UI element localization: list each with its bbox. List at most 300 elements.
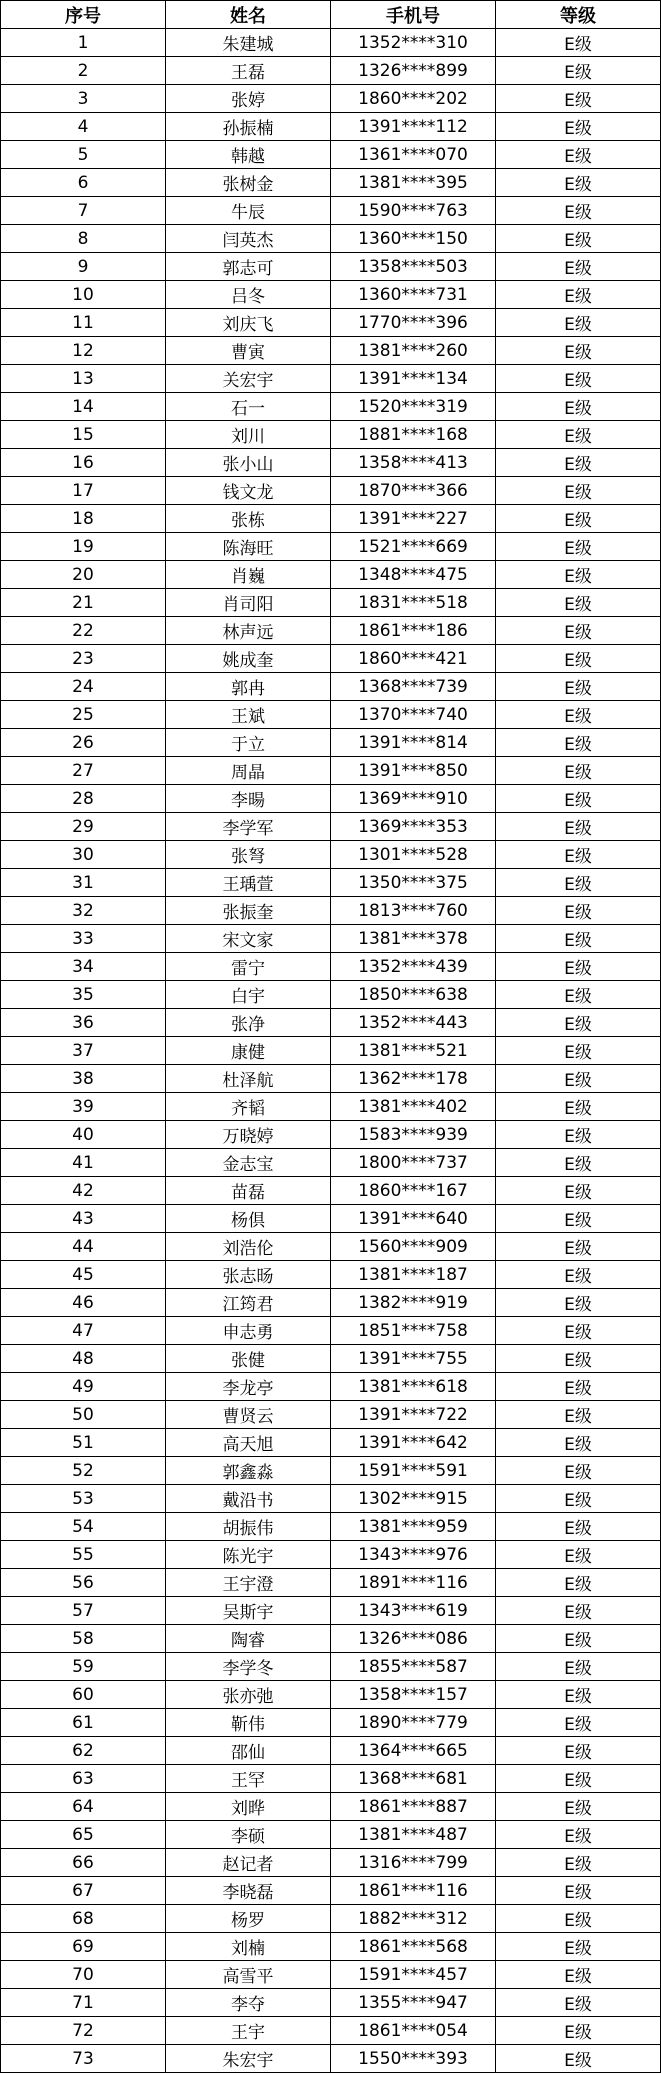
cell-name: 金志宝: [166, 1149, 331, 1177]
cell-name: 张弩: [166, 841, 331, 869]
cell-name: 刘晔: [166, 1793, 331, 1821]
table-row: [1, 1877, 661, 1905]
cell-phone: 1861****887: [331, 1793, 496, 1821]
table-row: [1, 113, 661, 141]
table-row: [1, 1373, 661, 1401]
cell-phone: 1590****763: [331, 197, 496, 225]
cell-level: E级: [496, 141, 661, 169]
cell-level: E级: [496, 1289, 661, 1317]
cell-level: E级: [496, 813, 661, 841]
cell-phone: 1391****814: [331, 729, 496, 757]
cell-phone: 1391****850: [331, 757, 496, 785]
cell-index: 46: [1, 1289, 166, 1317]
cell-phone: 1381****260: [331, 337, 496, 365]
cell-phone: 1326****086: [331, 1625, 496, 1653]
cell-level: E级: [496, 1233, 661, 1261]
cell-index: 40: [1, 1121, 166, 1149]
cell-phone: 1391****755: [331, 1345, 496, 1373]
cell-index: 22: [1, 617, 166, 645]
table-row: [1, 1233, 661, 1261]
cell-name: 王宇: [166, 2017, 331, 2045]
cell-name: 刘浩伦: [166, 1233, 331, 1261]
cell-level: E级: [496, 1541, 661, 1569]
cell-phone: 1381****378: [331, 925, 496, 953]
table-row: [1, 2045, 661, 2073]
cell-name: 曹贤云: [166, 1401, 331, 1429]
cell-index: 25: [1, 701, 166, 729]
cell-phone: 1800****737: [331, 1149, 496, 1177]
cell-name: 李学冬: [166, 1653, 331, 1681]
header-name: 姓名: [166, 1, 331, 29]
cell-phone: 1890****779: [331, 1709, 496, 1737]
cell-level: E级: [496, 1877, 661, 1905]
cell-phone: 1381****487: [331, 1821, 496, 1849]
cell-level: E级: [496, 1149, 661, 1177]
cell-phone: 1391****722: [331, 1401, 496, 1429]
cell-phone: 1381****402: [331, 1093, 496, 1121]
cell-index: 42: [1, 1177, 166, 1205]
cell-phone: 1358****157: [331, 1681, 496, 1709]
cell-level: E级: [496, 925, 661, 953]
cell-level: E级: [496, 29, 661, 57]
cell-phone: 1831****518: [331, 589, 496, 617]
table-row: [1, 1961, 661, 1989]
table-row: [1, 1597, 661, 1625]
cell-phone: 1851****758: [331, 1317, 496, 1345]
cell-index: 43: [1, 1205, 166, 1233]
cell-index: 35: [1, 981, 166, 1009]
cell-index: 47: [1, 1317, 166, 1345]
cell-level: E级: [496, 617, 661, 645]
table-row: [1, 57, 661, 85]
cell-name: 杨罗: [166, 1905, 331, 1933]
cell-level: E级: [496, 1401, 661, 1429]
cell-index: 10: [1, 281, 166, 309]
cell-index: 50: [1, 1401, 166, 1429]
table-row: [1, 1009, 661, 1037]
cell-phone: 1860****167: [331, 1177, 496, 1205]
cell-index: 33: [1, 925, 166, 953]
table-row: [1, 505, 661, 533]
cell-name: 康健: [166, 1037, 331, 1065]
table-row: [1, 309, 661, 337]
cell-index: 34: [1, 953, 166, 981]
table-row: [1, 449, 661, 477]
cell-level: E级: [496, 1653, 661, 1681]
cell-level: E级: [496, 1373, 661, 1401]
cell-index: 7: [1, 197, 166, 225]
cell-phone: 1591****591: [331, 1457, 496, 1485]
cell-level: E级: [496, 1345, 661, 1373]
cell-index: 11: [1, 309, 166, 337]
cell-index: 28: [1, 785, 166, 813]
cell-index: 48: [1, 1345, 166, 1373]
table-row: [1, 1569, 661, 1597]
table-row: [1, 813, 661, 841]
cell-level: E级: [496, 1009, 661, 1037]
cell-name: 高天旭: [166, 1429, 331, 1457]
cell-index: 12: [1, 337, 166, 365]
cell-name: 李硕: [166, 1821, 331, 1849]
cell-name: 韩越: [166, 141, 331, 169]
cell-index: 60: [1, 1681, 166, 1709]
cell-phone: 1861****186: [331, 617, 496, 645]
cell-level: E级: [496, 477, 661, 505]
cell-phone: 1369****910: [331, 785, 496, 813]
cell-phone: 1870****366: [331, 477, 496, 505]
cell-phone: 1355****947: [331, 1989, 496, 2017]
cell-name: 朱宏宇: [166, 2045, 331, 2073]
cell-index: 20: [1, 561, 166, 589]
cell-name: 闫英杰: [166, 225, 331, 253]
cell-level: E级: [496, 85, 661, 113]
table-row: [1, 1149, 661, 1177]
cell-phone: 1861****568: [331, 1933, 496, 1961]
cell-level: E级: [496, 1205, 661, 1233]
table-row: [1, 1989, 661, 2017]
cell-level: E级: [496, 757, 661, 785]
cell-name: 钱文龙: [166, 477, 331, 505]
table-row: [1, 1849, 661, 1877]
cell-index: 70: [1, 1961, 166, 1989]
cell-name: 吕冬: [166, 281, 331, 309]
cell-name: 万晓婷: [166, 1121, 331, 1149]
cell-level: E级: [496, 309, 661, 337]
cell-level: E级: [496, 1989, 661, 2017]
cell-name: 肖司阳: [166, 589, 331, 617]
cell-level: E级: [496, 449, 661, 477]
cell-phone: 1813****760: [331, 897, 496, 925]
cell-name: 陈光宇: [166, 1541, 331, 1569]
cell-index: 4: [1, 113, 166, 141]
header-index: 序号: [1, 1, 166, 29]
table-row: [1, 337, 661, 365]
cell-phone: 1358****503: [331, 253, 496, 281]
table-row: [1, 225, 661, 253]
cell-level: E级: [496, 1933, 661, 1961]
cell-name: 王瑀萱: [166, 869, 331, 897]
cell-phone: 1770****396: [331, 309, 496, 337]
cell-index: 64: [1, 1793, 166, 1821]
cell-level: E级: [496, 1793, 661, 1821]
cell-name: 江筠君: [166, 1289, 331, 1317]
cell-level: E级: [496, 869, 661, 897]
cell-index: 67: [1, 1877, 166, 1905]
table-row: [1, 1345, 661, 1373]
cell-index: 9: [1, 253, 166, 281]
cell-index: 24: [1, 673, 166, 701]
cell-level: E级: [496, 1597, 661, 1625]
cell-index: 19: [1, 533, 166, 561]
cell-phone: 1316****799: [331, 1849, 496, 1877]
cell-level: E级: [496, 1457, 661, 1485]
cell-index: 6: [1, 169, 166, 197]
cell-phone: 1391****134: [331, 365, 496, 393]
table-row: [1, 1513, 661, 1541]
cell-phone: 1343****976: [331, 1541, 496, 1569]
cell-phone: 1391****112: [331, 113, 496, 141]
cell-phone: 1855****587: [331, 1653, 496, 1681]
cell-name: 孙振楠: [166, 113, 331, 141]
table-row: [1, 701, 661, 729]
header-row: [1, 1, 661, 29]
cell-name: 陶睿: [166, 1625, 331, 1653]
cell-phone: 1302****915: [331, 1485, 496, 1513]
cell-index: 3: [1, 85, 166, 113]
cell-name: 齐韬: [166, 1093, 331, 1121]
cell-index: 57: [1, 1597, 166, 1625]
cell-phone: 1882****312: [331, 1905, 496, 1933]
cell-index: 58: [1, 1625, 166, 1653]
cell-name: 张志旸: [166, 1261, 331, 1289]
cell-index: 73: [1, 2045, 166, 2073]
cell-name: 张婷: [166, 85, 331, 113]
cell-index: 56: [1, 1569, 166, 1597]
table-row: [1, 1289, 661, 1317]
cell-level: E级: [496, 365, 661, 393]
table-row: [1, 1457, 661, 1485]
table-row: [1, 1765, 661, 1793]
table-row: [1, 1261, 661, 1289]
table-row: [1, 1485, 661, 1513]
table-row: [1, 757, 661, 785]
cell-level: E级: [496, 1569, 661, 1597]
cell-name: 靳伟: [166, 1709, 331, 1737]
table-row: [1, 1317, 661, 1345]
table-row: [1, 841, 661, 869]
cell-level: E级: [496, 1429, 661, 1457]
cell-index: 63: [1, 1765, 166, 1793]
cell-phone: 1362****178: [331, 1065, 496, 1093]
cell-name: 张亦弛: [166, 1681, 331, 1709]
cell-name: 白宇: [166, 981, 331, 1009]
cell-index: 36: [1, 1009, 166, 1037]
table-row: [1, 1681, 661, 1709]
cell-level: E级: [496, 1093, 661, 1121]
cell-index: 68: [1, 1905, 166, 1933]
cell-index: 32: [1, 897, 166, 925]
cell-name: 周晶: [166, 757, 331, 785]
cell-phone: 1368****681: [331, 1765, 496, 1793]
table-row: [1, 477, 661, 505]
cell-index: 1: [1, 29, 166, 57]
table-row: [1, 281, 661, 309]
cell-level: E级: [496, 225, 661, 253]
cell-level: E级: [496, 981, 661, 1009]
cell-phone: 1360****731: [331, 281, 496, 309]
cell-name: 肖巍: [166, 561, 331, 589]
table-row: [1, 1093, 661, 1121]
cell-phone: 1860****421: [331, 645, 496, 673]
cell-index: 5: [1, 141, 166, 169]
cell-index: 23: [1, 645, 166, 673]
table-row: [1, 1121, 661, 1149]
cell-name: 郭冉: [166, 673, 331, 701]
cell-level: E级: [496, 701, 661, 729]
cell-name: 牛辰: [166, 197, 331, 225]
cell-level: E级: [496, 673, 661, 701]
cell-level: E级: [496, 505, 661, 533]
cell-level: E级: [496, 197, 661, 225]
cell-index: 37: [1, 1037, 166, 1065]
cell-level: E级: [496, 1121, 661, 1149]
cell-level: E级: [496, 1625, 661, 1653]
cell-index: 21: [1, 589, 166, 617]
cell-phone: 1550****393: [331, 2045, 496, 2073]
cell-index: 54: [1, 1513, 166, 1541]
table-row: [1, 1177, 661, 1205]
cell-level: E级: [496, 1709, 661, 1737]
cell-level: E级: [496, 1681, 661, 1709]
cell-level: E级: [496, 841, 661, 869]
cell-phone: 1350****375: [331, 869, 496, 897]
cell-index: 44: [1, 1233, 166, 1261]
cell-phone: 1381****521: [331, 1037, 496, 1065]
cell-phone: 1591****457: [331, 1961, 496, 1989]
cell-name: 张小山: [166, 449, 331, 477]
cell-index: 2: [1, 57, 166, 85]
cell-name: 张振奎: [166, 897, 331, 925]
cell-name: 高雪平: [166, 1961, 331, 1989]
table-row: [1, 393, 661, 421]
cell-index: 17: [1, 477, 166, 505]
table-row: [1, 617, 661, 645]
cell-phone: 1850****638: [331, 981, 496, 1009]
table-row: [1, 561, 661, 589]
cell-index: 26: [1, 729, 166, 757]
table-row: [1, 897, 661, 925]
cell-phone: 1361****070: [331, 141, 496, 169]
cell-phone: 1381****959: [331, 1513, 496, 1541]
cell-phone: 1583****939: [331, 1121, 496, 1149]
table-row: [1, 197, 661, 225]
cell-index: 49: [1, 1373, 166, 1401]
cell-name: 李夺: [166, 1989, 331, 2017]
cell-phone: 1326****899: [331, 57, 496, 85]
cell-name: 郭志可: [166, 253, 331, 281]
cell-level: E级: [496, 1261, 661, 1289]
cell-name: 胡振伟: [166, 1513, 331, 1541]
cell-phone: 1352****439: [331, 953, 496, 981]
cell-name: 刘楠: [166, 1933, 331, 1961]
cell-level: E级: [496, 1317, 661, 1345]
cell-name: 曹寅: [166, 337, 331, 365]
cell-phone: 1370****740: [331, 701, 496, 729]
cell-level: E级: [496, 1821, 661, 1849]
cell-name: 张树金: [166, 169, 331, 197]
cell-phone: 1368****739: [331, 673, 496, 701]
cell-name: 关宏宇: [166, 365, 331, 393]
table-row: [1, 785, 661, 813]
cell-phone: 1348****475: [331, 561, 496, 589]
table-row: [1, 1821, 661, 1849]
table-row: [1, 1401, 661, 1429]
table-row: [1, 1653, 661, 1681]
cell-index: 29: [1, 813, 166, 841]
table-row: [1, 253, 661, 281]
cell-level: E级: [496, 729, 661, 757]
cell-index: 38: [1, 1065, 166, 1093]
table-row: [1, 925, 661, 953]
cell-level: E级: [496, 1037, 661, 1065]
cell-index: 65: [1, 1821, 166, 1849]
table-row: [1, 141, 661, 169]
cell-name: 李龙亭: [166, 1373, 331, 1401]
cell-index: 66: [1, 1849, 166, 1877]
cell-name: 陈海旺: [166, 533, 331, 561]
cell-level: E级: [496, 1513, 661, 1541]
cell-level: E级: [496, 1905, 661, 1933]
cell-name: 杨倶: [166, 1205, 331, 1233]
cell-name: 张健: [166, 1345, 331, 1373]
cell-level: E级: [496, 1849, 661, 1877]
cell-phone: 1861****054: [331, 2017, 496, 2045]
cell-name: 石一: [166, 393, 331, 421]
cell-phone: 1521****669: [331, 533, 496, 561]
cell-name: 王罕: [166, 1765, 331, 1793]
cell-index: 15: [1, 421, 166, 449]
cell-phone: 1343****619: [331, 1597, 496, 1625]
cell-name: 申志勇: [166, 1317, 331, 1345]
cell-name: 林声远: [166, 617, 331, 645]
cell-phone: 1369****353: [331, 813, 496, 841]
cell-level: E级: [496, 953, 661, 981]
table-row: [1, 981, 661, 1009]
cell-name: 吴斯宇: [166, 1597, 331, 1625]
cell-name: 朱建城: [166, 29, 331, 57]
cell-name: 李暘: [166, 785, 331, 813]
cell-level: E级: [496, 645, 661, 673]
cell-name: 雷宁: [166, 953, 331, 981]
cell-name: 王斌: [166, 701, 331, 729]
cell-index: 62: [1, 1737, 166, 1765]
cell-phone: 1881****168: [331, 421, 496, 449]
cell-level: E级: [496, 169, 661, 197]
cell-index: 55: [1, 1541, 166, 1569]
cell-phone: 1381****618: [331, 1373, 496, 1401]
cell-index: 72: [1, 2017, 166, 2045]
cell-index: 69: [1, 1933, 166, 1961]
cell-name: 王宇澄: [166, 1569, 331, 1597]
cell-phone: 1352****310: [331, 29, 496, 57]
cell-index: 45: [1, 1261, 166, 1289]
cell-index: 39: [1, 1093, 166, 1121]
cell-name: 姚成奎: [166, 645, 331, 673]
cell-phone: 1520****319: [331, 393, 496, 421]
table-row: [1, 29, 661, 57]
table-row: [1, 1793, 661, 1821]
cell-phone: 1358****413: [331, 449, 496, 477]
cell-phone: 1301****528: [331, 841, 496, 869]
cell-name: 王磊: [166, 57, 331, 85]
table-row: [1, 673, 661, 701]
cell-level: E级: [496, 421, 661, 449]
cell-level: E级: [496, 113, 661, 141]
cell-index: 18: [1, 505, 166, 533]
cell-name: 杜泽航: [166, 1065, 331, 1093]
cell-phone: 1891****116: [331, 1569, 496, 1597]
cell-level: E级: [496, 1737, 661, 1765]
cell-level: E级: [496, 1961, 661, 1989]
cell-phone: 1860****202: [331, 85, 496, 113]
cell-phone: 1352****443: [331, 1009, 496, 1037]
cell-phone: 1382****919: [331, 1289, 496, 1317]
cell-phone: 1364****665: [331, 1737, 496, 1765]
cell-index: 30: [1, 841, 166, 869]
table-row: [1, 421, 661, 449]
table-row: [1, 1205, 661, 1233]
table-row: [1, 1541, 661, 1569]
